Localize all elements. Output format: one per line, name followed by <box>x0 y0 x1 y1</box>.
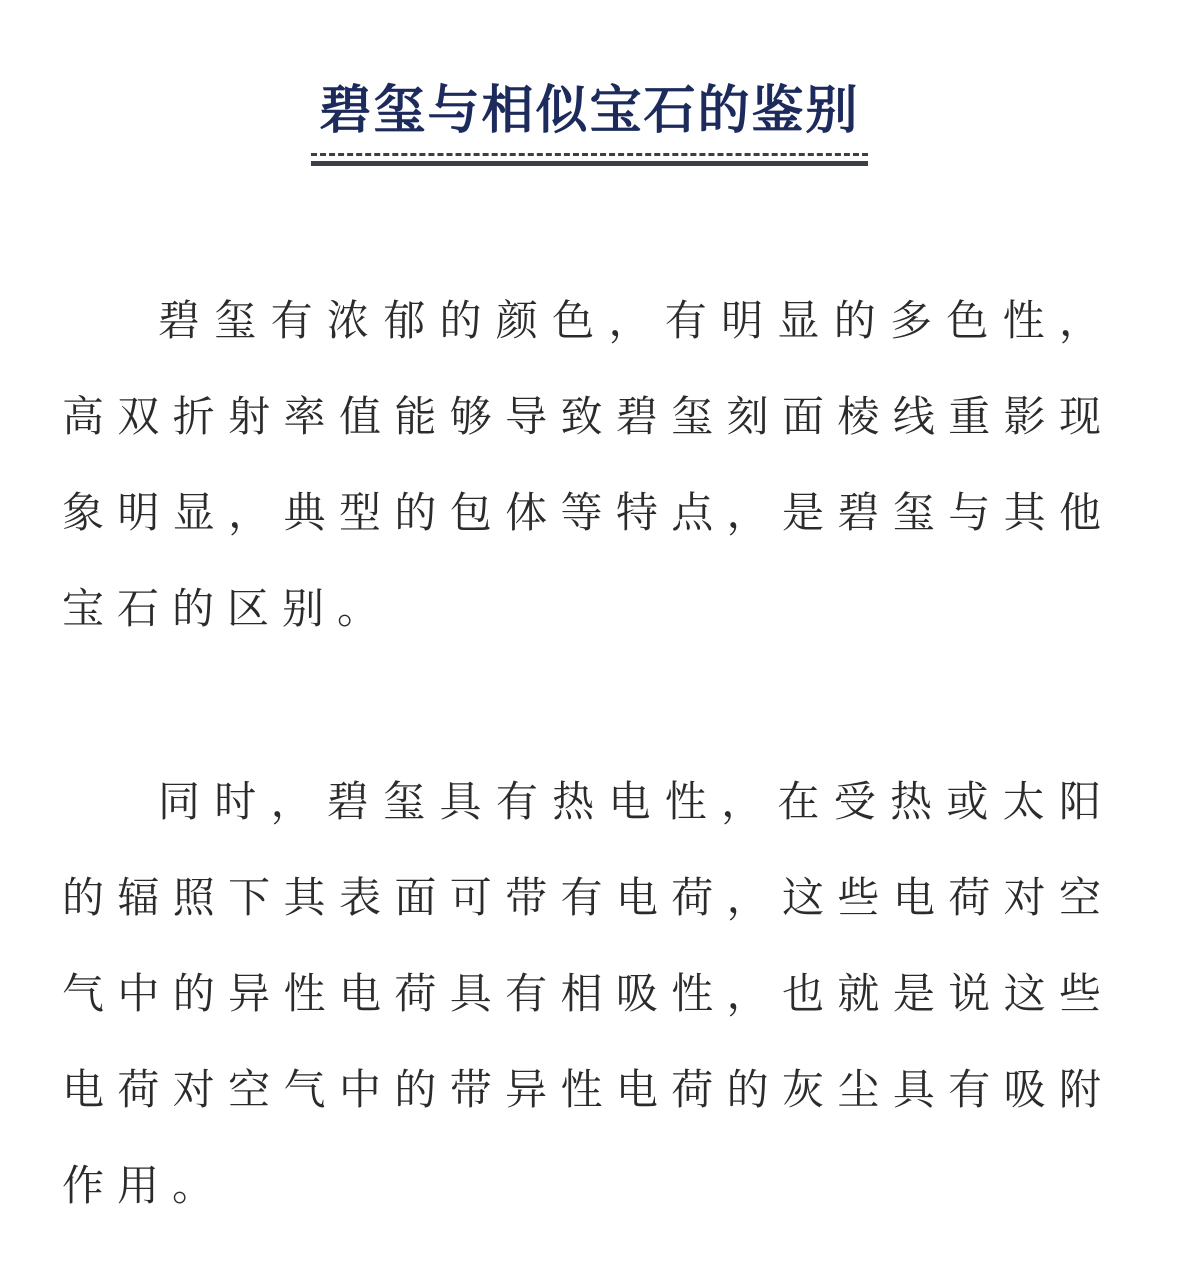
page-title: 碧玺与相似宝石的鉴别 <box>319 81 860 141</box>
body-paragraph-1: 碧玺有浓郁的颜色，有明显的多色性，高双折射率值能够导致碧玺刻面棱线重影现象明显，典型的包体等特点，是碧玺与其他宝石的区别。 <box>62 296 1114 633</box>
title-block <box>0 76 1179 146</box>
body-paragraph-2: 同时，碧玺具有热电性，在受热或太阳的辐照下其表面可带有电荷，这些电荷对空气中的异性电荷具有相吸性，也就是说这些电荷对空气中的带异性电荷的灰尘具有吸附作用。 <box>62 777 1114 1210</box>
title-solid-underline <box>311 161 868 166</box>
title-dashed-underline <box>311 153 868 156</box>
